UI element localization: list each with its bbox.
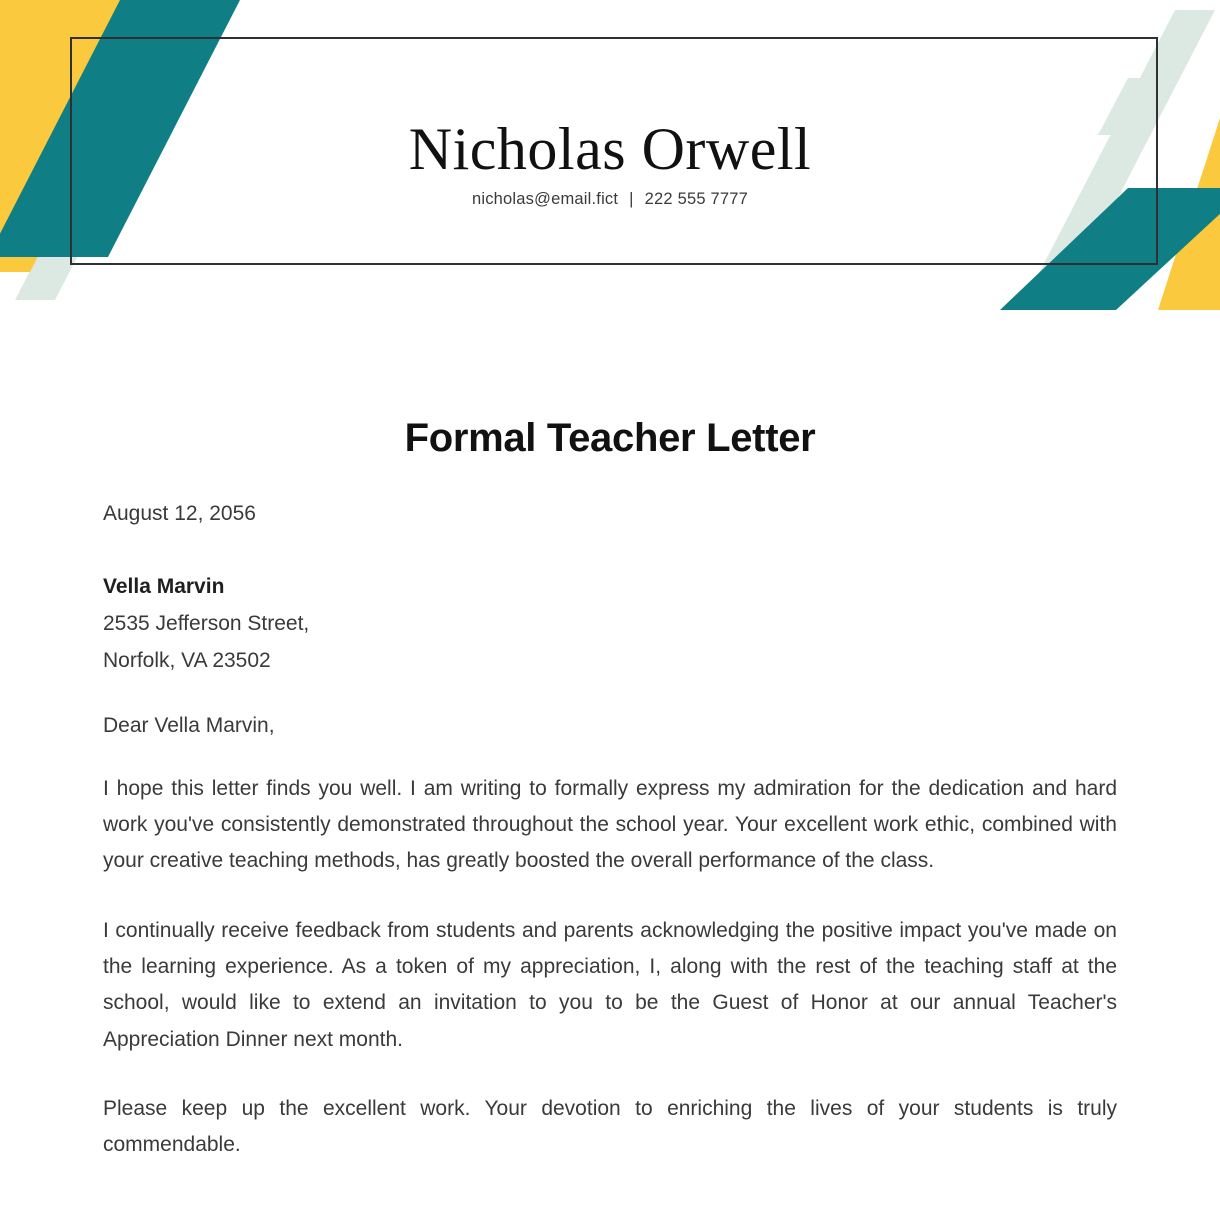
sender-phone: 222 555 7777 [644,190,749,208]
recipient-address-line-1: 2535 Jefferson Street, [103,612,310,636]
salutation: Dear Vella Marvin, [103,713,275,737]
letter-paragraph-2: I continually receive feedback from students and parents acknowledging the positive impact you've made on the learning experience. As a token of my appreciation, I, along with the rest of the teaching staff at the school, would like to extend an invitation to you to be the Guest of Honor at our annual Teacher's Appreciation Dinner next month. [103,918,1117,1051]
sender-email: nicholas@email.fict [471,190,619,208]
letter-content [0,499,1220,1164]
letter-date: August 12, 2056 [103,502,256,525]
page-title: Formal Teacher Letter [404,416,816,460]
sender-contact [0,190,1220,209]
recipient-block [103,569,1117,679]
sender-name: Nicholas Orwell [408,116,812,182]
name-block [0,118,1220,209]
letter-paragraph-3: Please keep up the excellent work. Your devotion to enriching the lives of your students is truly commendable. [103,1096,1117,1157]
recipient-address-line-2: Norfolk, VA 23502 [103,648,271,672]
letter-paragraph-1: I hope this letter finds you well. I am writing to formally express my admiration for the dedication and hard work you've consistently demonstrated throughout the school year. Your excellent work ethic, combined with your creative teaching methods, has greatly boosted the overall performance of the class. [103,776,1117,873]
recipient-name: Vella Marvin [103,575,225,599]
contact-separator: | [629,190,634,208]
letterhead [0,0,1220,310]
letter-body [0,310,1220,1185]
